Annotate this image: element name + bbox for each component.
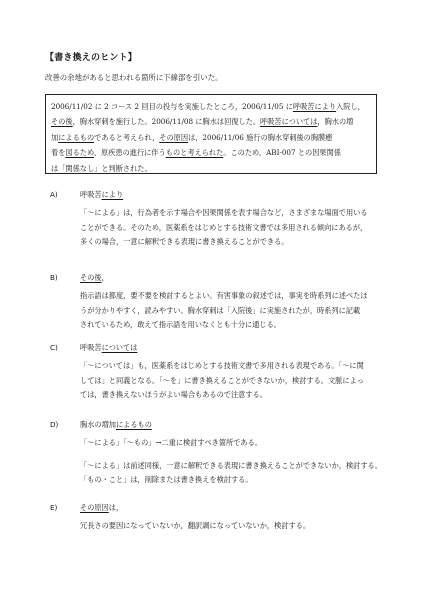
body-line: しては」と同義となる。「〜を」に書き換えることができないか，検討する。文脈によっ: [80, 375, 364, 385]
section-label: C): [50, 343, 58, 352]
hint-section-a: [50, 188, 380, 250]
box-line: [51, 161, 371, 176]
section-term: [80, 271, 109, 285]
box-text: 入院し，: [336, 102, 365, 111]
term-underlined-text: によるもの: [115, 420, 152, 429]
box-underlined-text: ものと考えられた: [165, 148, 224, 158]
box-text: は「関係なし」と判断された。: [51, 163, 152, 173]
box-text: 加: [51, 132, 59, 142]
body-line: ては，書き換えないほうがよい場合もあるので注意する。: [80, 390, 267, 400]
section-label: E): [50, 503, 58, 512]
body-line: 「〜による」は前述同様，一意に解釈できる表現に書き換えることができないか，検討する。: [80, 460, 382, 470]
term-text: ，: [101, 273, 109, 282]
hint-section-e: [50, 501, 380, 534]
section-body: [80, 289, 380, 333]
body-line: ことができる。そのため，医薬系をはじめとする技術文書では多用される傾向にあるが，: [80, 222, 368, 232]
body-line: うが分かりやすく，読みやすい。胸水穿刺は「入院後」に実施されたが，時系列に記載: [80, 305, 361, 315]
section-label: A): [50, 190, 58, 199]
body-line: 「〜による」は，行為者を示す場合や因果関係を表す場合など，さまざまな場面で用いる: [80, 208, 368, 217]
section-term: [80, 501, 123, 515]
section-label: D): [50, 420, 59, 429]
box-text: 着を: [51, 148, 66, 158]
page-title: 【書き換えのヒント】: [45, 53, 138, 63]
hint-section-b: [50, 271, 380, 333]
box-text: ，胸水の増: [317, 117, 354, 127]
box-text: ，原疾患の進行に伴う: [93, 148, 166, 158]
box-text: 2006/11/02 に 2 コース 2 回目の投与を実施したところ，2006/11/05 に: [51, 102, 293, 111]
box-underlined-text: その後: [51, 117, 73, 127]
box-underlined-text: 呼吸苦については: [260, 117, 318, 127]
section-body: [80, 206, 380, 250]
term-underlined-text: その原因: [80, 503, 109, 512]
box-text: ，胸水穿刺を施行した。2006/11/08 に胸水は回復した。: [72, 117, 261, 127]
section-heading: [50, 188, 380, 202]
section-body: [80, 519, 380, 534]
box-text: であると考えられ，: [94, 132, 160, 142]
box-underlined-text: その原因: [159, 132, 189, 142]
body-line: されているため，敢えて指示語を用いなくとも十分に通じる。: [80, 320, 281, 330]
example-text-box: [45, 94, 377, 174]
section-term: [80, 188, 123, 202]
section-heading: [50, 418, 380, 432]
box-underlined-text: 図るため: [65, 148, 94, 158]
box-line: [51, 114, 371, 129]
term-underlined-text: その後: [80, 273, 102, 282]
term-underlined-text: により: [101, 190, 124, 199]
hint-section-d: [50, 418, 380, 488]
box-text: は，2006/11/06 施行の胸水穿刺後の胸膜癒: [188, 132, 333, 142]
box-line: [51, 99, 371, 114]
body-line: 「〜については」も，医薬系をはじめとする技術文書で多用される表現である。「〜に関: [80, 361, 364, 370]
term-text: 呼吸苦: [80, 190, 102, 199]
body-line: 「〜による」「〜もの」→二重に検討すべき箇所である。: [80, 438, 262, 447]
section-heading: [50, 271, 380, 285]
term-underlined-text: については: [101, 343, 138, 352]
hint-section-c: [50, 341, 380, 403]
body-line: 冗長さの要因になっていないか，翻訳調になっていないか，検討する。: [80, 521, 311, 530]
box-line: [51, 130, 371, 145]
term-text: は，: [108, 503, 124, 512]
body-line: 多くの場合，一意に解釈できる表現に書き換えることができる。: [80, 237, 289, 247]
section-heading: [50, 341, 380, 355]
box-text: 。このため，ABI-007 との因果関係: [223, 148, 341, 158]
box-underlined-text: 呼吸苦により: [292, 102, 337, 111]
paragraph-gap: [80, 451, 380, 459]
section-term: [80, 341, 137, 355]
term-text: 呼吸苦: [80, 343, 102, 352]
section-heading: [50, 501, 380, 515]
section-term: [80, 418, 152, 432]
box-line: [51, 145, 371, 160]
box-underlined-text: によるもの: [58, 132, 95, 142]
body-line: 「もの・こと」は，削除または書き換えを検討する。: [80, 475, 253, 485]
section-body: [80, 436, 380, 488]
section-label: B): [50, 273, 58, 282]
section-body: [80, 359, 380, 403]
term-text: 胸水の増加: [80, 420, 116, 429]
intro-text: 改善の余地があると思われる箇所に下線部を引いた。: [45, 73, 223, 82]
body-line: 指示語は都度，要不要を検討するとよい。有害事象の叙述では，事実を時系列に述べたほ: [80, 291, 368, 300]
